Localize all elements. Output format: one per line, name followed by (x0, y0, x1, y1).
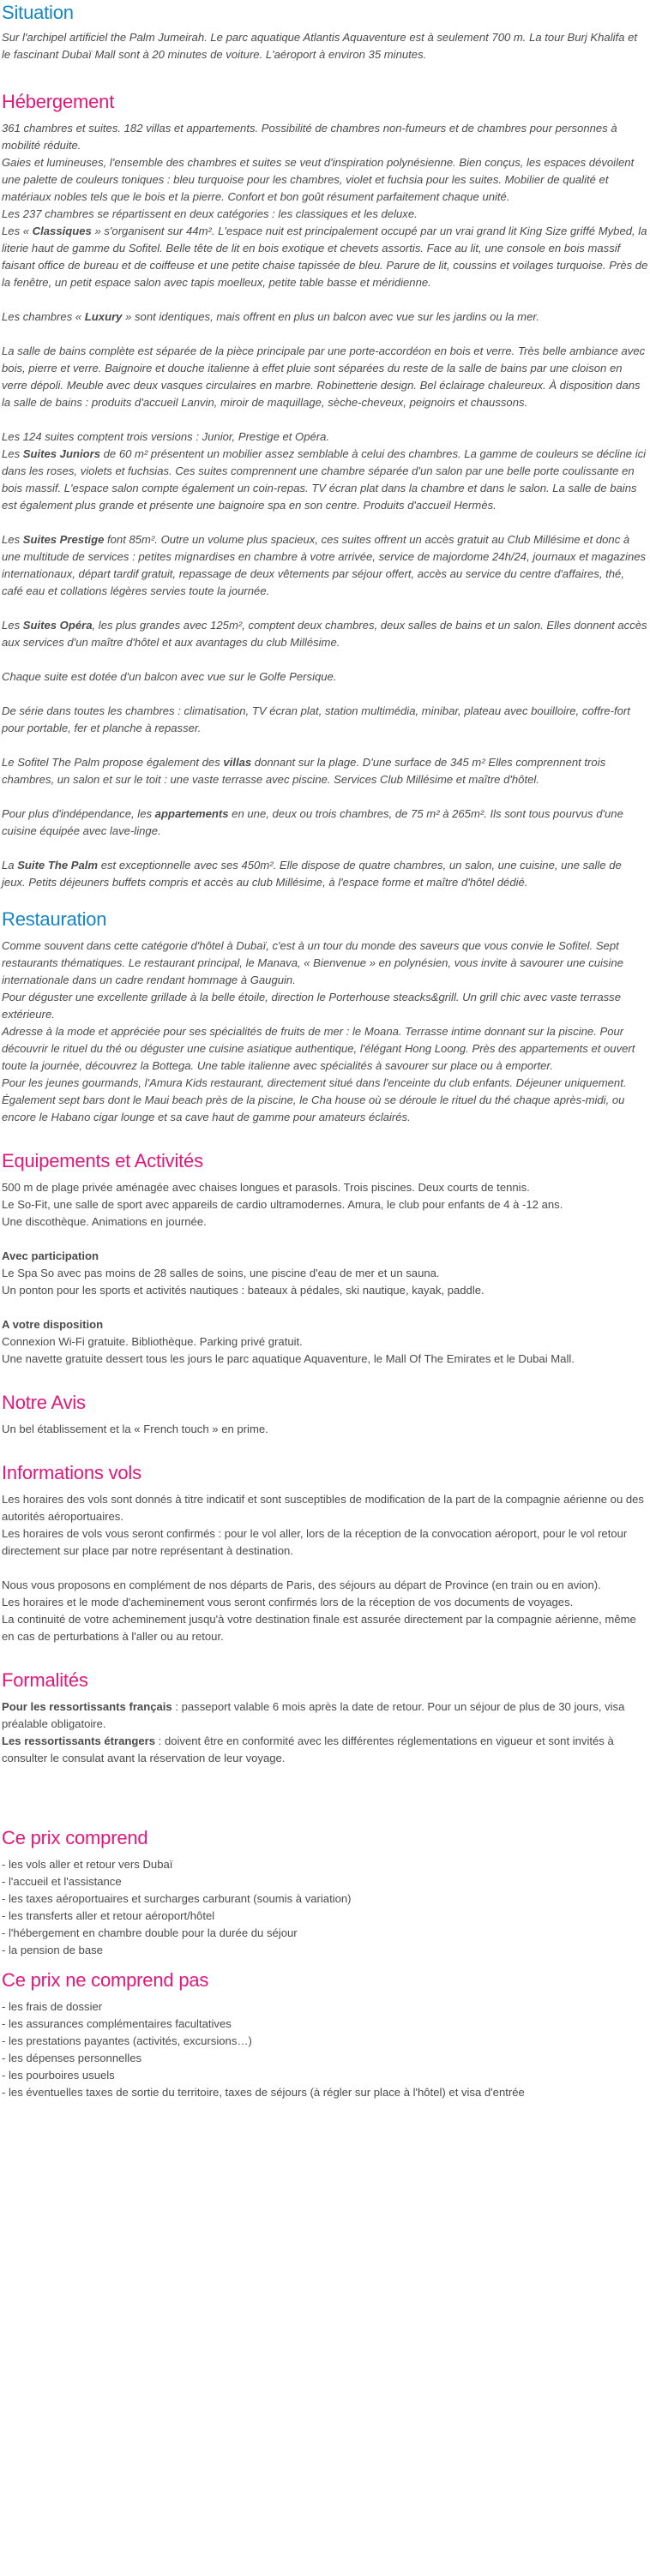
list-item: - les vols aller et retour vers Dubaï (2, 1858, 173, 1871)
suite-palm-text: est exceptionnelle avec ses 450m². Elle dispose de quatre chambres, un salon, une cuisine, une salle de jeux. Petits déjeuners buffets compris et accès au club Millésime, à l'espace forme et maître d'hôtel dédié. (2, 859, 622, 889)
list-item: - l'accueil et l'assistance (2, 1875, 122, 1888)
vols-block2-line-3: La continuité de votre acheminement jusqu'à votre destination finale est assurée directement par la compagnie aérienne, même en cas de perturbations à l'aller ou au retour. (2, 1613, 636, 1643)
equipements-intro-1: 500 m de plage privée aménagée avec chaises longues et parasols. Trois piscines. Deux courts de tennis. (2, 1181, 530, 1194)
prestige-paragraph (2, 531, 648, 600)
formalites-francais-label: Pour les ressortissants français (2, 1700, 172, 1713)
balcon-paragraph: Chaque suite est dotée d'un balcon avec vue sur le Golfe Persique. (2, 670, 337, 683)
appartements-pre: Pour plus d'indépendance, les (2, 807, 155, 820)
appartements-label: appartements (154, 807, 229, 820)
vols-section (2, 1460, 648, 1645)
serie-paragraph: De série dans toutes les chambres : climatisation, TV écran plat, station multimédia, minibar, plateau avec bouilloire, coffre-fort pour portable, fer et planche à repasser. (2, 704, 630, 734)
prestige-label: Suites Prestige (22, 533, 105, 546)
villas-pre: Le Sofitel The Palm propose également des (2, 756, 224, 769)
situation-text: Sur l'archipel artificiel the Palm Jumeirah. Le parc aquatique Atlantis Aquaventure est à seulement 700 m. La tour Burj Khalifa et le fascinant Dubaï Mall sont à 20 minutes de voiture. L'aéroport à environ 35 minutes. (2, 31, 637, 61)
prestige-text: font 85m². Outre un volume plus spacieux, ces suites offrent un accès gratuit au Club Millésime et donc à une multitude de services : petites mignardises en chambre à votre arrivée, service de majordome 24h/24, journaux et magazines internationaux, départ tardif gratuit, repassage de deux vêtements par séjour offert, accès au service du centre d'affaires, thé, café eau et collations légères servies toute la journée. (2, 533, 647, 597)
classiques-paragraph (2, 223, 648, 291)
vols-block1-line-1: Les horaires des vols sont donnés à titre indicatif et sont susceptibles de modification de la part de la compagnie aérienne ou des autorités aéroportuaires. (2, 1493, 644, 1523)
formalites-francais-text: : passeport valable 6 mois après la date de retour. Pour un séjour de plus de 30 jours, visa préalable obligatoire. (2, 1700, 625, 1730)
disposition-line-1: Connexion Wi-Fi gratuite. Bibliothèque. Parking privé gratuit. (2, 1335, 303, 1348)
villas-text: donnant sur la plage. D'une surface de 345 m² Elles comprennent trois chambres, un salon et sur le toit : une vaste terrasse avec piscine. Services Club Millésime et maître d'hôtel. (2, 756, 606, 786)
comprend-section (2, 1825, 648, 1959)
opera-label: Suites Opéra (22, 619, 93, 632)
juniors-pre: Les (2, 447, 23, 460)
comprend-title: Ce prix comprend (2, 1827, 148, 1848)
salle-de-bain-paragraph: La salle de bains complète est séparée de la pièce principale par une porte-accordéon en bois et verre. Très belle ambiance avec bois, pierre et verre. Baignoire et douche italienne à effet pluie sont séparées du reste de la salle de bains par une cloison en verre dépoli. Meuble avec deux vasques circulaires en marbre. Robinetterie design. Bel éclairage chaleureux. À disposition dans la salle de bains : produits d'accueil Lanvin, miroir de maquillage, sèche-cheveux, peignoirs et chaussons. (2, 344, 646, 409)
hebergement-section (2, 89, 648, 891)
formalites-francais (2, 1698, 648, 1733)
list-item: - les éventuelles taxes de sortie du territoire, taxes de séjours (à régler sur place à l'hôtel) et visa d'entrée (2, 2086, 525, 2099)
formalites-etrangers-text: : doivent être en conformité avec les différentes réglementations en vigueur et sont invités à consulter le consulat avant la réservation de leur voyage. (2, 1734, 614, 1764)
formalites-etrangers (2, 1733, 648, 1767)
opera-pre: Les (2, 619, 23, 632)
restauration-paragraph-3: Adresse à la mode et appréciée pour ses spécialités de fruits de mer : le Moana. Terrasse intime donnant sur la piscine. Pour découvrir le rituel du thé ou déguster une cuisine asiatique authentique, l'élégant Hong Loong. Près des appartements et ouvert toute la journée, découvrez la Bottega. Une table italienne avec spécialités à savourer sur place ou à emporter. (2, 1025, 635, 1072)
opera-text: , les plus grandes avec 125m², comptent deux chambres, deux salles de bains et un salon. Elles donnent accès aux services d'un maître d'hôtel et aux avantages du club Millésime. (2, 619, 647, 649)
disposition-line-2: Une navette gratuite dessert tous les jours le parc aquatique Aquaventure, le Mall Of The Emirates et le Dubai Mall. (2, 1352, 575, 1365)
hebergement-intro-1: 361 chambres et suites. 182 villas et appartements. Possibilité de chambres non-fumeurs et de chambres pour personnes à mobilité réduite. (2, 122, 617, 152)
participation-heading: Avec participation (2, 1249, 99, 1262)
formalites-section (2, 1668, 648, 1767)
hebergement-intro-2: Gaies et lumineuses, l'ensemble des chambres et suites se veut d'inspiration polynésienne. Bien conçus, les espaces dévoilent une palette de couleurs toniques : bleu turquoise pour les chambres, violet et fuchsia pour les suites. Mobilier de qualité et matériaux nobles tels que le bois et la pierre. Confort et bon goût résument parfaitement chaque unité. (2, 156, 635, 203)
situation-title: Situation (2, 2, 74, 23)
participation-line-2: Un ponton pour les sports et activités nautiques : bateaux à pédales, ski nautique, kayak, paddle. (2, 1284, 484, 1297)
luxury-paragraph (2, 309, 648, 326)
classiques-pre: Les « (2, 225, 33, 237)
list-item: - les assurances complémentaires facultatives (2, 2017, 232, 2030)
villas-label: villas (223, 756, 252, 769)
comprend-list (2, 1856, 648, 1959)
equipements-section (2, 1148, 648, 1368)
participation-line-1: Le Spa So avec pas moins de 28 salles de soins, une piscine d'eau de mer et un sauna. (2, 1267, 440, 1279)
suite-palm-label: Suite The Palm (17, 859, 99, 872)
formalites-etrangers-label: Les ressortissants étrangers (2, 1734, 156, 1747)
list-item: - l'hébergement en chambre double pour la durée du séjour (2, 1926, 298, 1939)
list-item: - les dépenses personnelles (2, 2052, 142, 2064)
hebergement-intro-3: Les 237 chambres se répartissent en deux catégories : les classiques et les deluxe. (2, 207, 418, 220)
vols-title: Informations vols (2, 1462, 141, 1483)
vols-block1-line-2: Les horaires de vols vous seront confirmés : pour le vol aller, lors de la réception de la convocation aéroport, pour le vol retour directement sur place par notre représentant à destination. (2, 1527, 628, 1557)
list-item: - la pension de base (2, 1944, 103, 1956)
restauration-section (2, 907, 648, 1126)
ne-comprend-list (2, 1998, 648, 2101)
list-item: - les transferts aller et retour aéroport/hôtel (2, 1909, 215, 1922)
vols-block2-line-2: Les horaires et le mode d'acheminement vous seront confirmés lors de la réception de vos documents de voyages. (2, 1596, 574, 1609)
restauration-paragraph-1: Comme souvent dans cette catégorie d'hôtel à Dubaï, c'est à un tour du monde des saveurs que vous convie le Sofitel. Sept restaurants thématiques. Le restaurant principal, le Manava, « Bienvenue » en polynésien, vous invite à savourer une cuisine internationale dans un cadre rendant hommage à Gauguin. (2, 939, 623, 986)
classiques-text: » s'organisent sur 44m². L'espace nuit est principalement occupé par un vrai grand lit King Size griffé Mybed, la literie haut de gamme du Sofitel. Belle tête de lit en bois exotique et chevets assortis. Face au lit, une console en bois massif faisant office de bureau et de coiffeuse et une petite chaise tapissée de bleu. Parure de lit, coussins et voilages turquoise. Près de la fenêtre, un petit espace salon avec tapis moelleux, petite table basse et méridienne. (2, 225, 648, 289)
list-item: - les pourboires usuels (2, 2069, 115, 2082)
luxury-text: » sont identiques, mais offrent en plus un balcon avec vue sur les jardins ou la mer. (122, 310, 539, 323)
hebergement-title: Hébergement (2, 91, 115, 112)
list-item: - les taxes aéroportuaires et surcharges carburant (soumis à variation) (2, 1892, 352, 1905)
appartements-paragraph (2, 806, 648, 840)
suite-palm-pre: La (2, 859, 18, 872)
suite-palm-paragraph (2, 857, 648, 891)
avis-section (2, 1390, 648, 1438)
luxury-label: Luxury (84, 310, 123, 323)
disposition-heading: A votre disposition (2, 1318, 104, 1331)
luxury-pre: Les chambres « (2, 310, 85, 323)
juniors-label: Suites Juniors (22, 447, 100, 460)
restauration-paragraph-2: Pour déguster une excellente grillade à la belle étoile, direction le Porterhouse steacks&grill. Un grill chic avec vaste terrasse extérieure. (2, 991, 621, 1021)
restauration-paragraph-4: Pour les jeunes gourmands, l'Amura Kids restaurant, directement situé dans l'enceinte du club enfants. Déjeuner uniquement. (2, 1076, 627, 1089)
situation-section (2, 0, 648, 63)
juniors-paragraph (2, 446, 648, 514)
opera-paragraph (2, 617, 648, 651)
restauration-title: Restauration (2, 908, 107, 930)
equipements-intro-2: Le So-Fit, une salle de sport avec appareils de cardio ultramodernes. Amura, le club pour enfants de 4 à -12 ans. (2, 1198, 563, 1211)
juniors-text: de 60 m² présentent un mobilier assez semblable à celui des chambres. La gamme de couleurs se décline ici dans les roses, violets et fuchsias. Ces suites comprennent une chambre séparée d'un salon par une belle porte coulissante en bois massif. L'espace salon compte également un coin-repas. TV écran plat dans la chambre et dans le salon. La salle de bains est également plus grande et présente une baignoire spa en son centre. Produits d'accueil Hermès. (2, 447, 647, 512)
ne-comprend-section (2, 1968, 648, 2101)
avis-title: Notre Avis (2, 1392, 86, 1413)
suites-intro: Les 124 suites comptent trois versions : Junior, Prestige et Opéra. (2, 430, 330, 443)
villas-paragraph (2, 754, 648, 788)
list-item: - les frais de dossier (2, 2000, 103, 2013)
prestige-pre: Les (2, 533, 23, 546)
vols-block2-line-1: Nous vous proposons en complément de nos départs de Paris, des séjours au départ de Province (en train ou en avion). (2, 1579, 601, 1591)
restauration-paragraph-5: Également sept bars dont le Maui beach près de la piscine, le Cha house où se déroule le rituel du thé chaque après-midi, ou encore le Habano cigar lounge et sa cave haut de gamme pour amateurs éclairés. (2, 1093, 625, 1123)
formalites-title: Formalités (2, 1669, 88, 1691)
equipements-title: Equipements et Activités (2, 1150, 203, 1171)
avis-text: Un bel établissement et la « French touch » en prime. (2, 1423, 268, 1435)
ne-comprend-title: Ce prix ne comprend pas (2, 1969, 209, 1991)
classiques-label: Classiques (32, 225, 92, 237)
list-item: - les prestations payantes (activités, excursions…) (2, 2034, 252, 2047)
appartements-text: en une, deux ou trois chambres, de 75 m² à 265m². Ils sont tous pourvus d'une cuisine équipée avec lave-linge. (2, 807, 623, 837)
equipements-intro-3: Une discothèque. Animations en journée. (2, 1215, 207, 1228)
